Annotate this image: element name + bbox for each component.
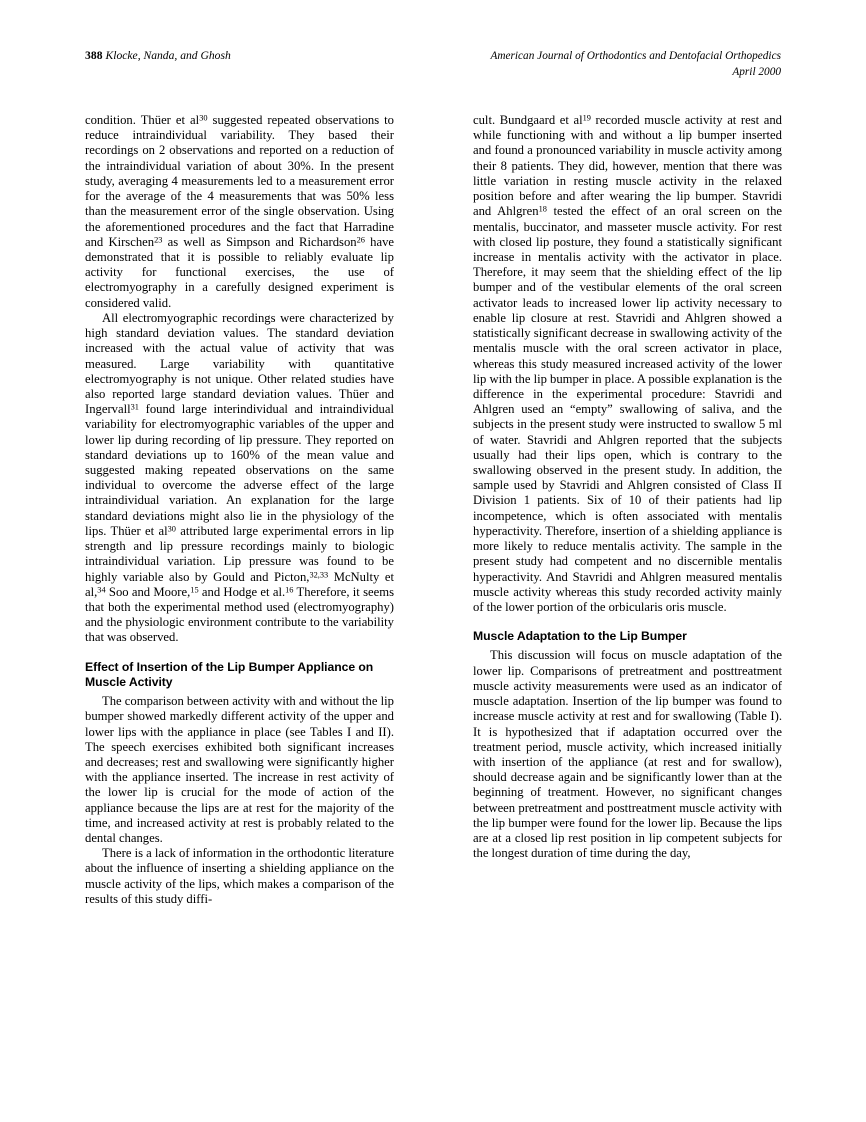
text-run: attributed large experimental errors in lip strength and lip pressure recordings mainly to biologic intraindividual variation. Lip pressure was found to be highly variable also by Gould and Picton, — [85, 523, 394, 584]
reference-superscript: 26 — [356, 235, 365, 245]
text-run: condition. Thüer et al — [85, 113, 200, 127]
text-run: have demonstrated that it is possible to reliably evaluate lip activity for functional exercises, the use of electromyography in a carefully designed experiment is considered valid. — [85, 234, 394, 310]
text-run: tested the effect of an oral screen on the mentalis, buccinator, and masseter muscle activity. For rest with closed lip posture, they found a statistically significant increase in mentalis activity with the activator in place. Therefore, it may seem that the shielding effect of the lip bumper and of the vestibular elements of the oral screen activator leads to increased lower lip activity necessary to enable lip closure at rest. Stavridi and Ahlgren showed a statistically significant decrease in swallowing activity of the mentalis muscle with the oral screen activator in place, whereas this study measured increased activity of the lower lip with the lip bumper in place. A possible explanation is the difference in the experimental procedure: Stavridi and Ahlgren used an “empty” swallowing of saliva, and the subjects in the present study were instructed to swallow 5 ml of water. Stavridi and Ahlgren reported that the subjects usually had their lips open, which is contrary to the swallowing observed in the present study. In addition, the sample used by Stavridi and Ahlgren consisted of Class II Division 1 patients. Six of 10 of their patients had lip incompetence, which is often associated with mentalis hyperactivity. Therefore, insertion of a shielding appliance is more likely to reduce mentalis activity. The sample in the present study had competent and no discernible mentalis hyperactivity. And Stavridi and Ahlgren measured mentalis muscle activity whereas this study recorded activity mainly of the lower portion of the orbicularis oris muscle. — [473, 204, 782, 614]
text-run: and Hodge et al. — [198, 584, 286, 599]
text-run: recorded muscle activity at rest and while functioning with and without a lip bumper inserted and found a pronounced variability in muscle activity among their 8 patients. They did, however, mention that there was little variation in resting muscle activity in the relaxed position before and after wearing the lip bumper. Stavridi and Ahlgren — [473, 113, 782, 219]
reference-superscript: 19 — [582, 113, 591, 123]
issue-date: April 2000 — [732, 66, 781, 79]
column-right — [473, 113, 782, 861]
reference-superscript: 18 — [538, 204, 547, 214]
text-run: All electromyographic recordings were characterized by high standard deviation values. The standard deviation increased with the actual value of activity that was measured. Large variability with quantitative electromyography is not unique. Other related studies have also reported large standard deviation values. Thüer and Ingervall — [85, 310, 394, 417]
text-run: McNulty et al, — [85, 569, 394, 599]
journal-title: American Journal of Orthodontics and Dentofacial Orthopedics — [490, 50, 781, 62]
spacer — [85, 646, 394, 660]
reference-superscript: 23 — [154, 235, 163, 245]
section-heading-muscle-adaptation: Muscle Adaptation to the Lip Bumper — [473, 629, 687, 644]
text-run: cult. Bundgaard et al — [473, 113, 583, 127]
paragraph-continuation — [85, 113, 394, 311]
reference-superscript: 31 — [130, 402, 139, 412]
running-head-authors: Klocke, Nanda, and Ghosh — [105, 49, 231, 62]
reference-superscript: 30 — [199, 113, 208, 123]
reference-superscript: 16 — [285, 585, 294, 595]
paragraph: The comparison between activity with and without the lip bumper showed markedly different activity of the upper and lower lips with the appliance in place (see Tables I and II). The speech exercises exhibited both significant increases and decreases; rest and swallowing were significantly higher with the appliance inserted. The increase in rest activity of the lower lip is crucial for the mode of action of the appliance because the lips are at rest for the majority of the time, and increased activity at rest is probably related to the dental changes. — [85, 694, 394, 846]
paragraph — [85, 311, 394, 646]
paragraph: This discussion will focus on muscle adaptation of the lower lip. Comparisons of pretreatment and posttreatment muscle activity measurements were used as an indicator of muscle adaptation. Insertion of the lip bumper was found to increase muscle activity at rest and for swallowing (Table I). It is hypothesized that if adaptation occurred over the treatment period, muscle activity, which increased initially with insertion of the appliance (at rest and for swallow), should decrease again and be significantly lower than at the beginning of treatment. However, no significant changes between pretreatment and posttreatment muscle activity with the lip bumper were found for the lower lip. Because the lips are at a closed lip rest position in lip competent subjects for the longest duration of time during the day, — [473, 648, 782, 861]
reference-superscript: 15 — [190, 585, 199, 595]
running-head-left — [85, 48, 231, 64]
page-number: 388 — [85, 49, 103, 62]
text-run: Soo and Moore, — [105, 584, 191, 599]
running-head — [85, 48, 781, 92]
reference-superscript: 30 — [167, 524, 176, 534]
paragraph-continuation — [473, 113, 782, 615]
text-run: found large interindividual and intraindividual variability for electromyographic variables of the upper and lower lip during recording of lip pressure. They reported on standard deviations up to 160% of the mean value and suggested making repeated observations on the same individual to overcome the adverse effect of the large intraindividual variation. An explanation for the large standard deviations might also lie in the physiology of the lips. Thüer et al — [85, 402, 394, 538]
text-run: as well as Simpson and Richardson — [162, 234, 357, 249]
reference-superscript: 32,33 — [309, 570, 329, 580]
reference-superscript: 34 — [97, 585, 106, 595]
text-run: Therefore, it seems that both the experimental method used (electromyography) and the physiologic environment contribute to the variability that was observed. — [85, 584, 394, 645]
paragraph: There is a lack of information in the orthodontic literature about the influence of inserting a shielding appliance on the muscle activity of the lips, which makes a comparison of the results of this study diffi- — [85, 846, 394, 906]
text-run: suggested repeated observations to reduce intraindividual variability. They based their recordings on 2 observations and reported on a reduction of the intraindividual variation of about 30%. In the present study, averaging 4 measurements led to a measurement error for the average of the 4 measurements that was 50% less than the measurement error of the single observation. Using the aforementioned procedures and the fact that Harradine and Kirschen — [85, 113, 394, 249]
column-left — [85, 113, 394, 907]
section-heading-muscle-activity: Effect of Insertion of the Lip Bumper Appliance on Muscle Activity — [85, 659, 374, 689]
spacer — [473, 615, 782, 629]
running-head-right — [490, 48, 781, 80]
